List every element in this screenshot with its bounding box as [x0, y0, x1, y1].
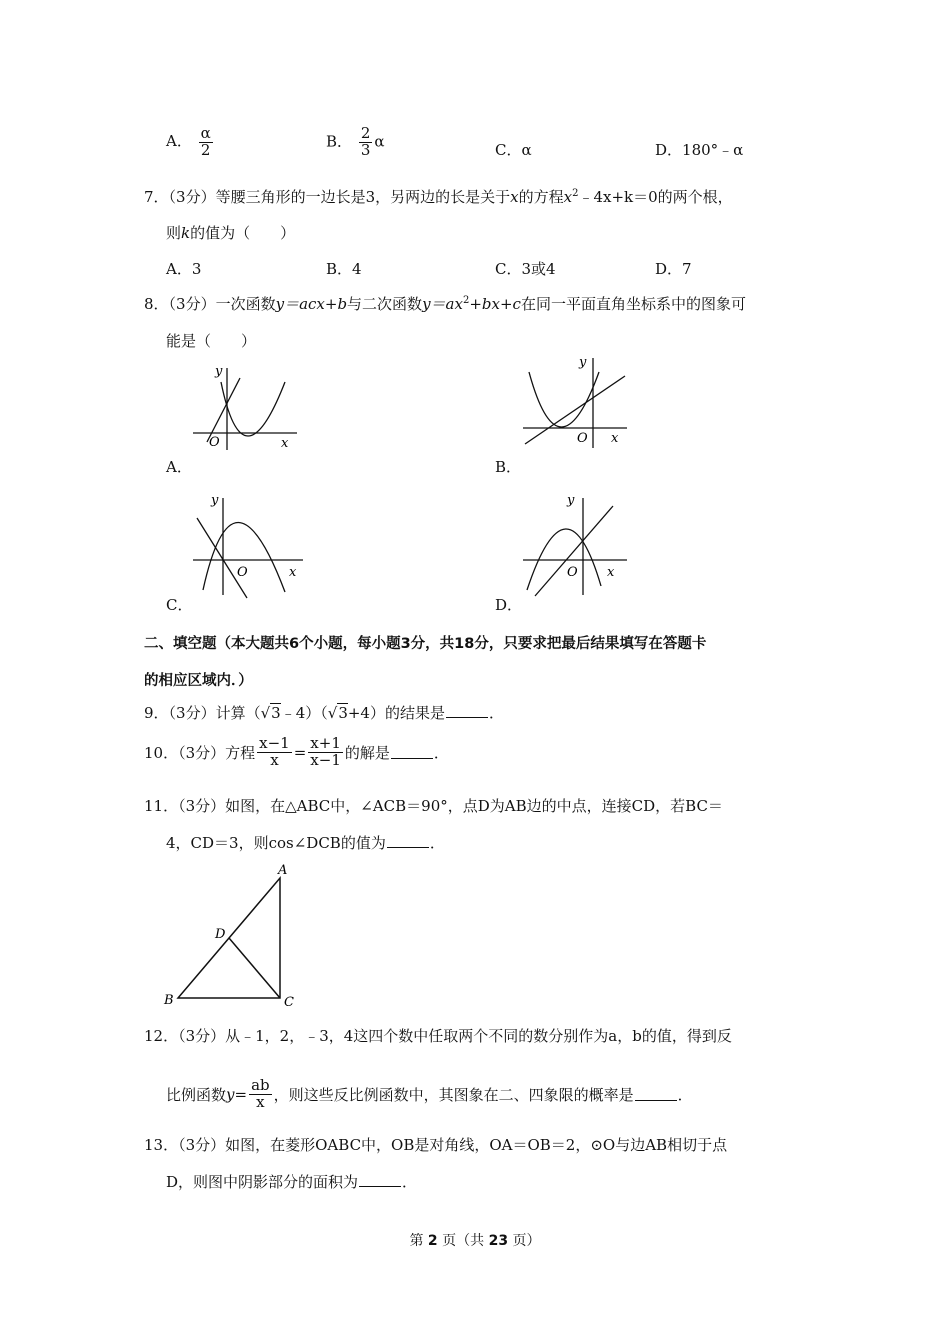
y-label: y — [567, 493, 575, 508]
q7-option-c: C．3或4 — [495, 260, 556, 278]
q13-stem-line2: D，则图中阴影部分的面积为 ． — [166, 1173, 418, 1191]
q12-fraction: $\frac{ab}{x}$ — [251, 1076, 270, 1111]
parabola — [203, 522, 285, 592]
parabola — [529, 372, 599, 427]
q6-option-a: A． $\frac{\alpha}{2}$ — [166, 124, 211, 159]
x-label: x — [281, 436, 289, 451]
q12-stem-line1: 12．（3分）从﹣1，2，﹣3，4这四个数中任取两个不同的数分别作为a，b的值，得到反 — [144, 1027, 732, 1045]
q6-b-fraction: $\frac{2}{3}$ — [360, 124, 371, 159]
q6-option-d: D．180°﹣α — [655, 141, 744, 159]
y-label: y — [579, 355, 587, 370]
q6-option-c: C．α — [495, 141, 532, 159]
q8-option-a: A． — [166, 458, 192, 476]
origin-label: O — [209, 435, 220, 450]
y-label: y — [215, 364, 223, 379]
section2-heading-line1: 二、填空题（本大题共6个小题，每小题3分，共18分，只要求把最后结果填写在答题卡 — [144, 636, 707, 652]
current-page-number: 2 — [427, 1233, 438, 1249]
q10-answer-blank[interactable] — [391, 746, 433, 759]
origin-label: O — [567, 565, 578, 580]
origin-label: O — [577, 431, 588, 446]
q11-stem-line2: 4，CD＝3，则cos∠DCB的值为 ． — [166, 834, 445, 852]
q10-right-fraction: $\frac{x+1}{x-1}$ — [310, 734, 341, 769]
label-b: B — [164, 993, 174, 1008]
q8-graph-a — [185, 360, 305, 455]
q7-option-a: A．3 — [166, 260, 202, 278]
segment-cd — [229, 938, 280, 998]
parabola — [221, 382, 285, 436]
q8-graph-b — [515, 352, 635, 452]
x-label: x — [611, 431, 619, 446]
q7-stem-line1: 7．（3分）等腰三角形的一边长是3，另两边的长是关于x的方程$x^2﹣4x+k=0$的两个根， — [144, 188, 733, 206]
y-label: y — [211, 493, 219, 508]
q6-option-b: B． $\frac{2}{3}$ α — [326, 124, 385, 159]
q13-answer-blank[interactable] — [359, 1174, 401, 1187]
total-pages: 23 — [488, 1233, 509, 1249]
page-footer: 第 2 页（共 23 页） — [409, 1233, 541, 1249]
q12-answer-blank[interactable] — [635, 1088, 677, 1101]
q8-stem-line1: 8．（3分）一次函数y＝acx+b与二次函数$y=ax^2+bx+c$在同一平面直角坐标系中的图象可 — [144, 295, 746, 313]
q9-stem: 9．（3分）计算（√3﹣4）（√3+4）的结果是 ． — [144, 704, 504, 722]
x-label: x — [607, 565, 615, 580]
q8-option-b: B． — [495, 458, 522, 476]
q8-option-d: D． — [495, 596, 523, 614]
q10-left-fraction: $\frac{x-1}{x}$ — [259, 734, 290, 769]
q6-a-fraction: $\frac{\alpha}{2}$ — [200, 124, 211, 159]
q8-graph-c — [185, 490, 310, 600]
q11-triangle-figure — [160, 860, 305, 1010]
line — [525, 376, 625, 444]
q13-stem-line1: 13．（3分）如图，在菱形OABC中，OB是对角线，OA＝OB＝2，⊙O与边AB相切于点 — [144, 1136, 728, 1154]
q11-stem-line1: 11．（3分）如图，在△ABC中，∠ACB＝90°，点D为AB边的中点，连接CD，若BC＝ — [144, 797, 723, 815]
label-d: D — [215, 927, 226, 942]
q7-option-d: D．7 — [655, 260, 692, 278]
q7-stem-line2: 则k的值为（ ） — [166, 224, 296, 242]
q7-option-b: B．4 — [326, 260, 362, 278]
section2-heading-line2: 的相应区域内．） — [144, 673, 253, 689]
q8-stem-line2: 能是（ ） — [166, 332, 257, 350]
q12-stem-line2: 比例函数y= $\frac{ab}{x}$ ，则这些反比例函数中，其图象在二、四象限的概率是 ． — [166, 1076, 693, 1111]
q11-answer-blank[interactable] — [387, 835, 429, 848]
q8-graph-d — [515, 490, 640, 600]
origin-label: O — [237, 565, 248, 580]
x-label: x — [289, 565, 297, 580]
label-a: A — [278, 863, 288, 878]
q8-option-c: C． — [166, 596, 193, 614]
q10-stem: 10．（3分）方程 $\frac{x-1}{x}$ = $\frac{x+1}{x-1}$ 的解是 ． — [144, 734, 449, 769]
line — [535, 506, 613, 596]
label-c: C — [284, 995, 294, 1010]
q9-answer-blank[interactable] — [446, 705, 488, 718]
